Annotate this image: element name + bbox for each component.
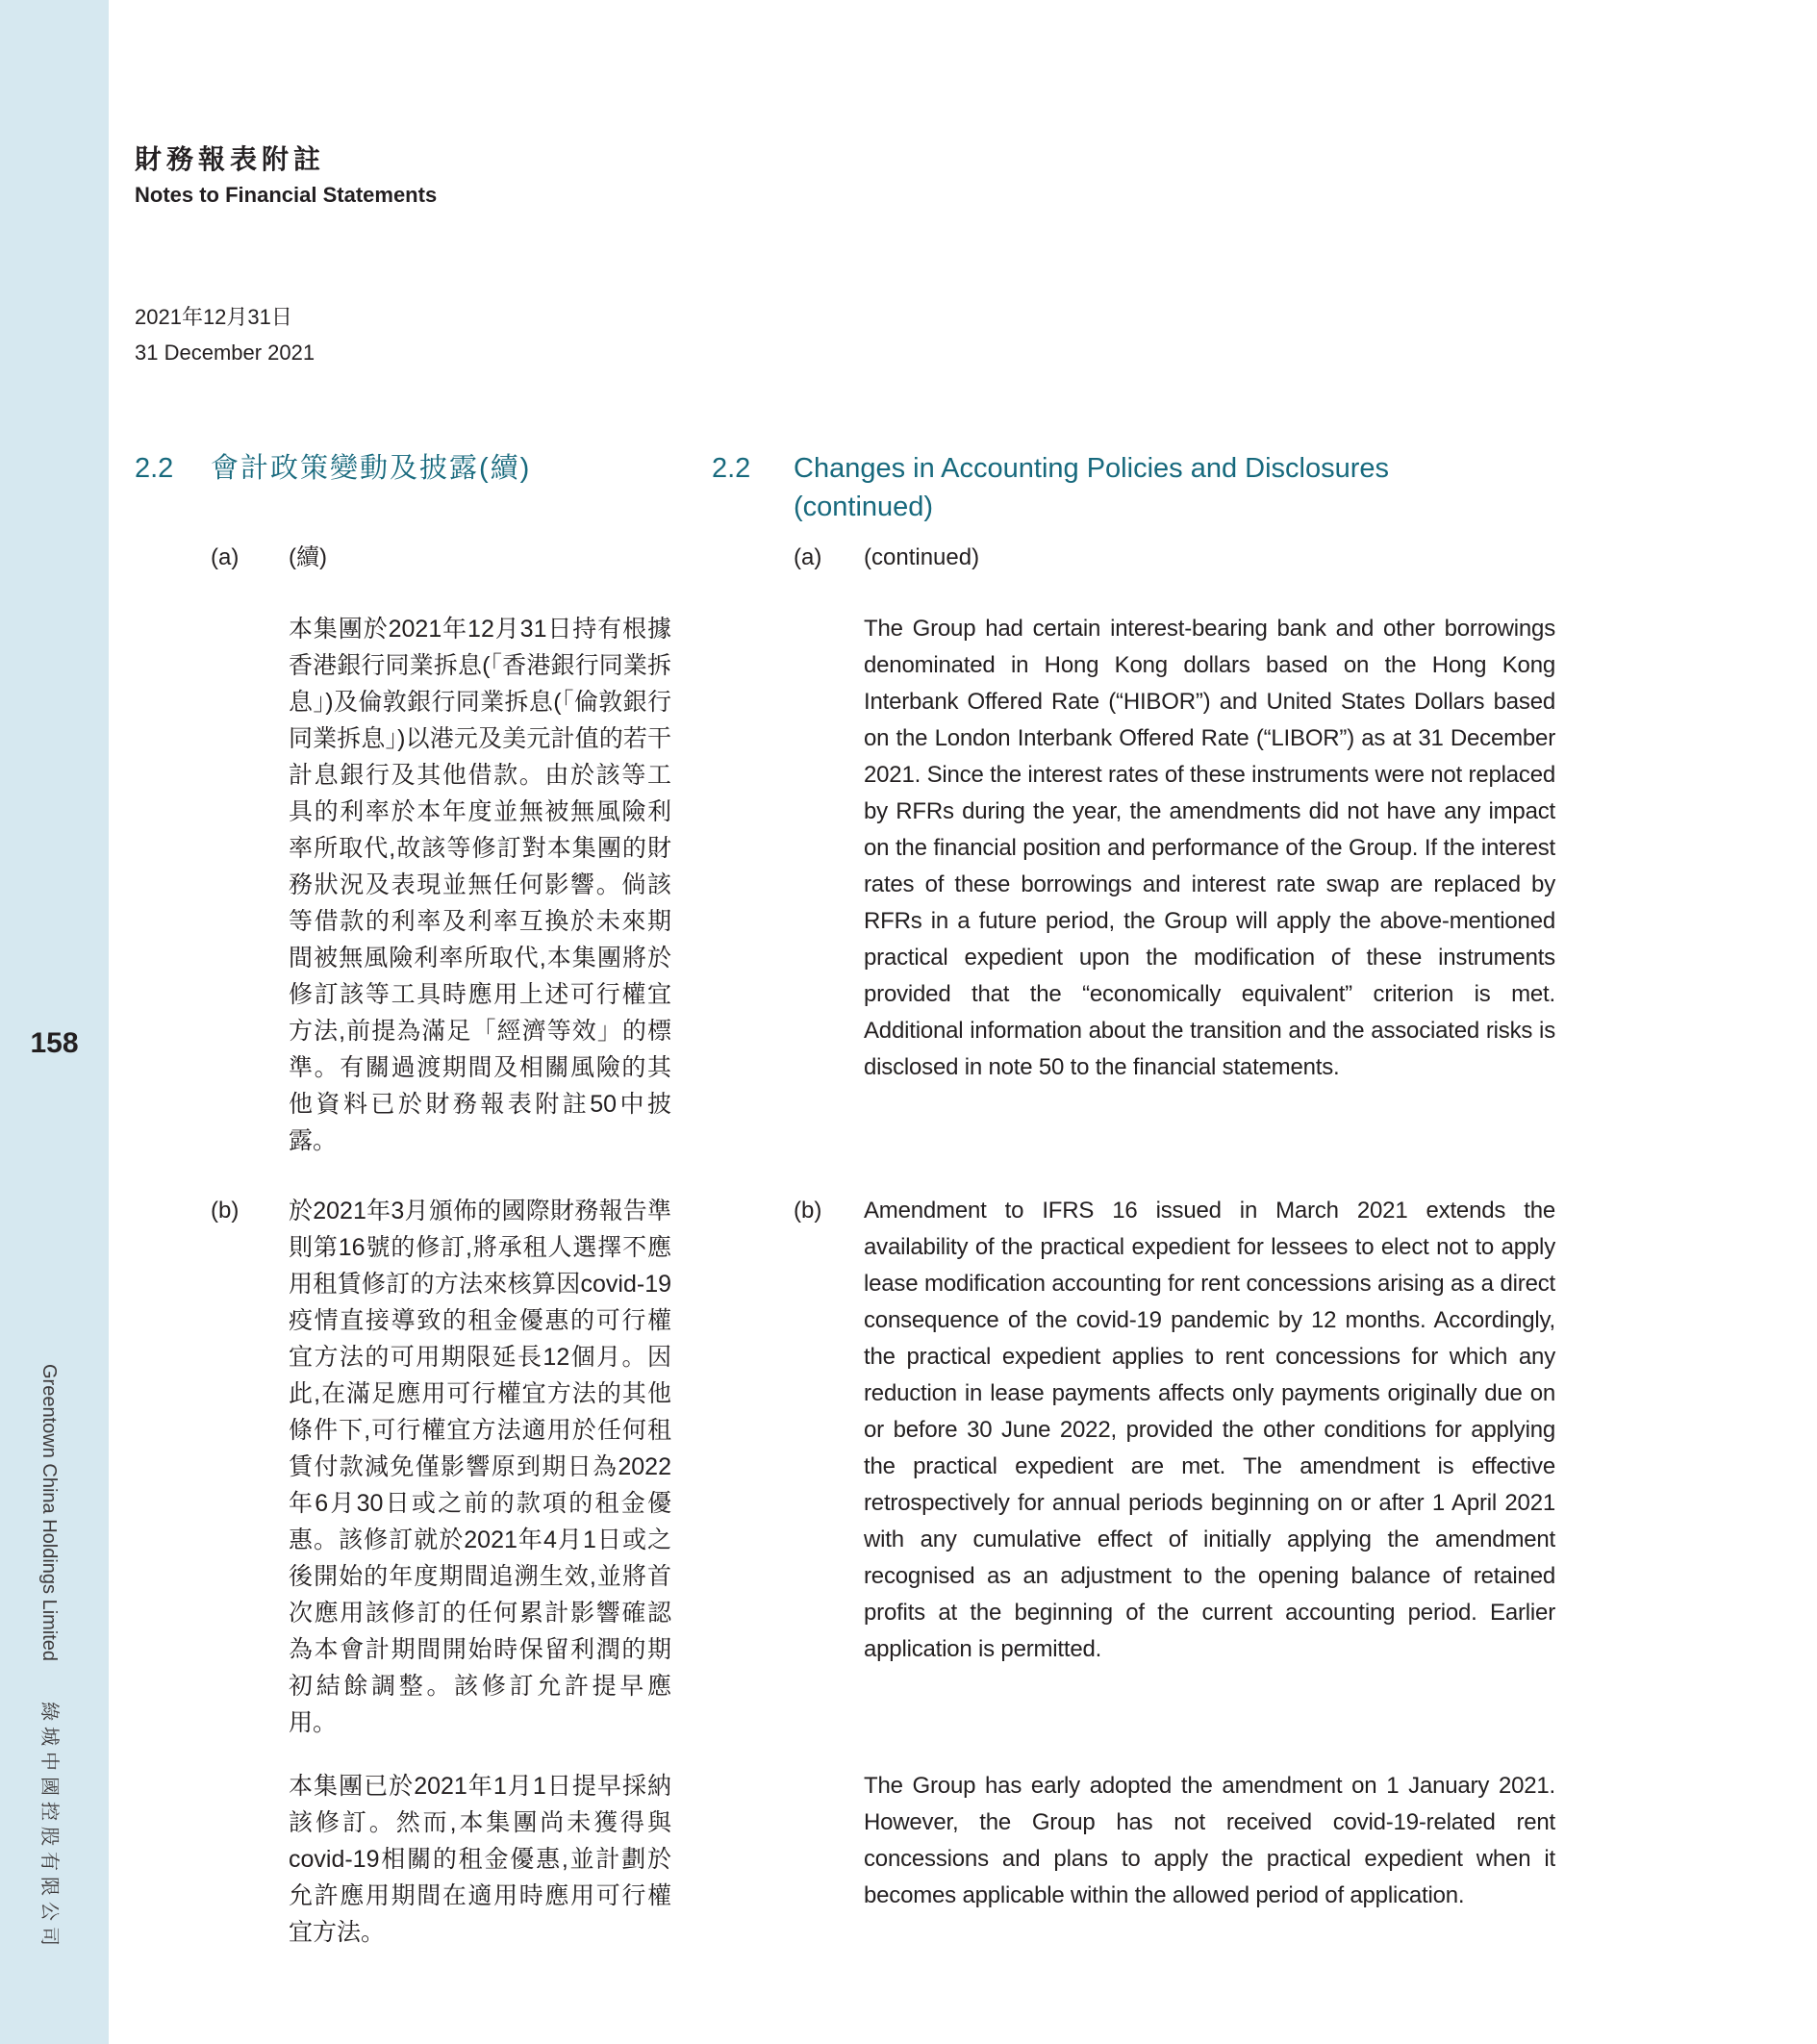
spine-sidebar: [0, 0, 109, 2044]
item-b-label: (b): [211, 1198, 240, 1224]
item-a-continued-tag-english: (continued): [864, 544, 980, 570]
item-a-row-english: [794, 540, 979, 576]
company-name-vertical: [38, 1364, 65, 1952]
item-a-paragraph-chinese: 本集團於2021年12月31日持有根據香港銀行同業拆息(「香港銀行同業拆息」)及倫敦銀行同業拆息(「倫敦銀行同業拆息」)以港元及美元計值的若干計息銀行及其他借款。由於該等工具的利率於本年度並無被無風險利率所取代,故該等修訂對本集團的財務狀況及表現並無任何影響。倘該等借款的利率及利率互換於未來期間被無風險利率所取代,本集團將於修訂該等工具時應用上述可行權宜方法,前提為滿足「經濟等效」的標準。有關過渡期間及相關風險的其他資料已於財務報表附註50中披露。: [289, 616, 671, 1154]
item-b-label: (b): [794, 1198, 822, 1224]
item-b-block-english: [794, 1193, 1555, 1668]
company-name-english: Greentown China Holdings Limited: [38, 1364, 60, 1662]
item-a-label: (a): [211, 544, 240, 570]
section-heading-english: [712, 449, 1486, 526]
item-a-paragraph-english: The Group had certain interest-bearing bank and other borrowings denominated in Hong Kong dollars based on the Hong Kong Interbank Offered Rate (“HIBOR”) and United States Dollars based on the London Interbank Offered Rate (“LIBOR”) as at 31 December 2021. Since the interest rates of these instruments were not replaced by RFRs during the year, the amendments did not have any impact on the financial position and performance of the Group. If the interest rates of these borrowings and interest rate swap are replaced by RFRs in a future period, the Group will apply the above-mentioned practical expedient upon the modification of these instruments provided that the “economically equivalent” criterion is met. Additional information about the transition and the associated risks is disclosed in note 50 to the financial statements.: [864, 616, 1555, 1080]
section-number: 2.2: [135, 453, 174, 484]
item-a-label: (a): [794, 544, 822, 570]
section-heading-text-english: Changes in Accounting Policies and Disclosures (continued): [794, 453, 1390, 522]
report-date-english: 31 December 2021: [135, 341, 315, 365]
item-b-paragraph-english: Amendment to IFRS 16 issued in March 2021 extends the availability of the practical expedient for lessees to elect not to apply lease modification accounting for rent concessions arising as a direct consequence of the covid-19 pandemic by 12 months. Accordingly, the practical expedient applies to rent concessions for which any reduction in lease payments affects only payments originally due on or before 30 June 2022, provided the other conditions for applying the practical expedient are met. The amendment is effective retrospectively for annual periods beginning on or after 1 April 2021 with any cumulative effect of initially applying the amendment recognised as an adjustment to the opening balance of retained profits at the beginning of the current accounting period. Earlier application is permitted.: [864, 1198, 1555, 1662]
item-a-row-chinese: [211, 540, 327, 576]
section-number: 2.2: [712, 453, 751, 484]
page-title-english: Notes to Financial Statements: [135, 183, 438, 207]
item-b-block-chinese: [211, 1193, 671, 1741]
page-title-chinese: 財務報表附註: [135, 143, 326, 175]
company-name-chinese: 綠城中國控股有限公司: [38, 1702, 60, 1953]
item-a-continued-tag-chinese: (續): [289, 544, 327, 570]
section-heading-text-chinese: 會計政策變動及披露(續): [211, 453, 532, 484]
section-heading-chinese: [135, 449, 693, 488]
page-number: 158: [30, 1027, 79, 1059]
item-b-paragraph2-chinese: 本集團已於2021年1月1日提早採納該修訂。然而,本集團尚未獲得與covid-19相關的租金優惠,並計劃於允許應用期間在適用時應用可行權宜方法。: [289, 1773, 671, 1946]
item-b-paragraph-chinese: 於2021年3月頒佈的國際財務報告準則第16號的修訂,將承租人選擇不應用租賃修訂的方法來核算因covid-19疫情直接導致的租金優惠的可行權宜方法的可用期限延長12個月。因此,在滿足應用可行權宜方法的其他條件下,可行權宜方法適用於任何租賃付款減免僅影響原到期日為2022年6月30日或之前的款項的租金優惠。該修訂就於2021年4月1日或之後開始的年度期間追溯生效,並將首次應用該修訂的任何累計影響確認為本會計期間開始時保留利潤的期初結餘調整。該修訂允許提早應用。: [289, 1198, 671, 1736]
item-b-paragraph2-english: The Group has early adopted the amendment on 1 January 2021. However, the Group has not received covid-19-related rent concessions and plans to apply the practical expedient when it becomes applicable within the allowed period of application.: [864, 1773, 1555, 1908]
report-date-chinese: 2021年12月31日: [135, 305, 292, 329]
